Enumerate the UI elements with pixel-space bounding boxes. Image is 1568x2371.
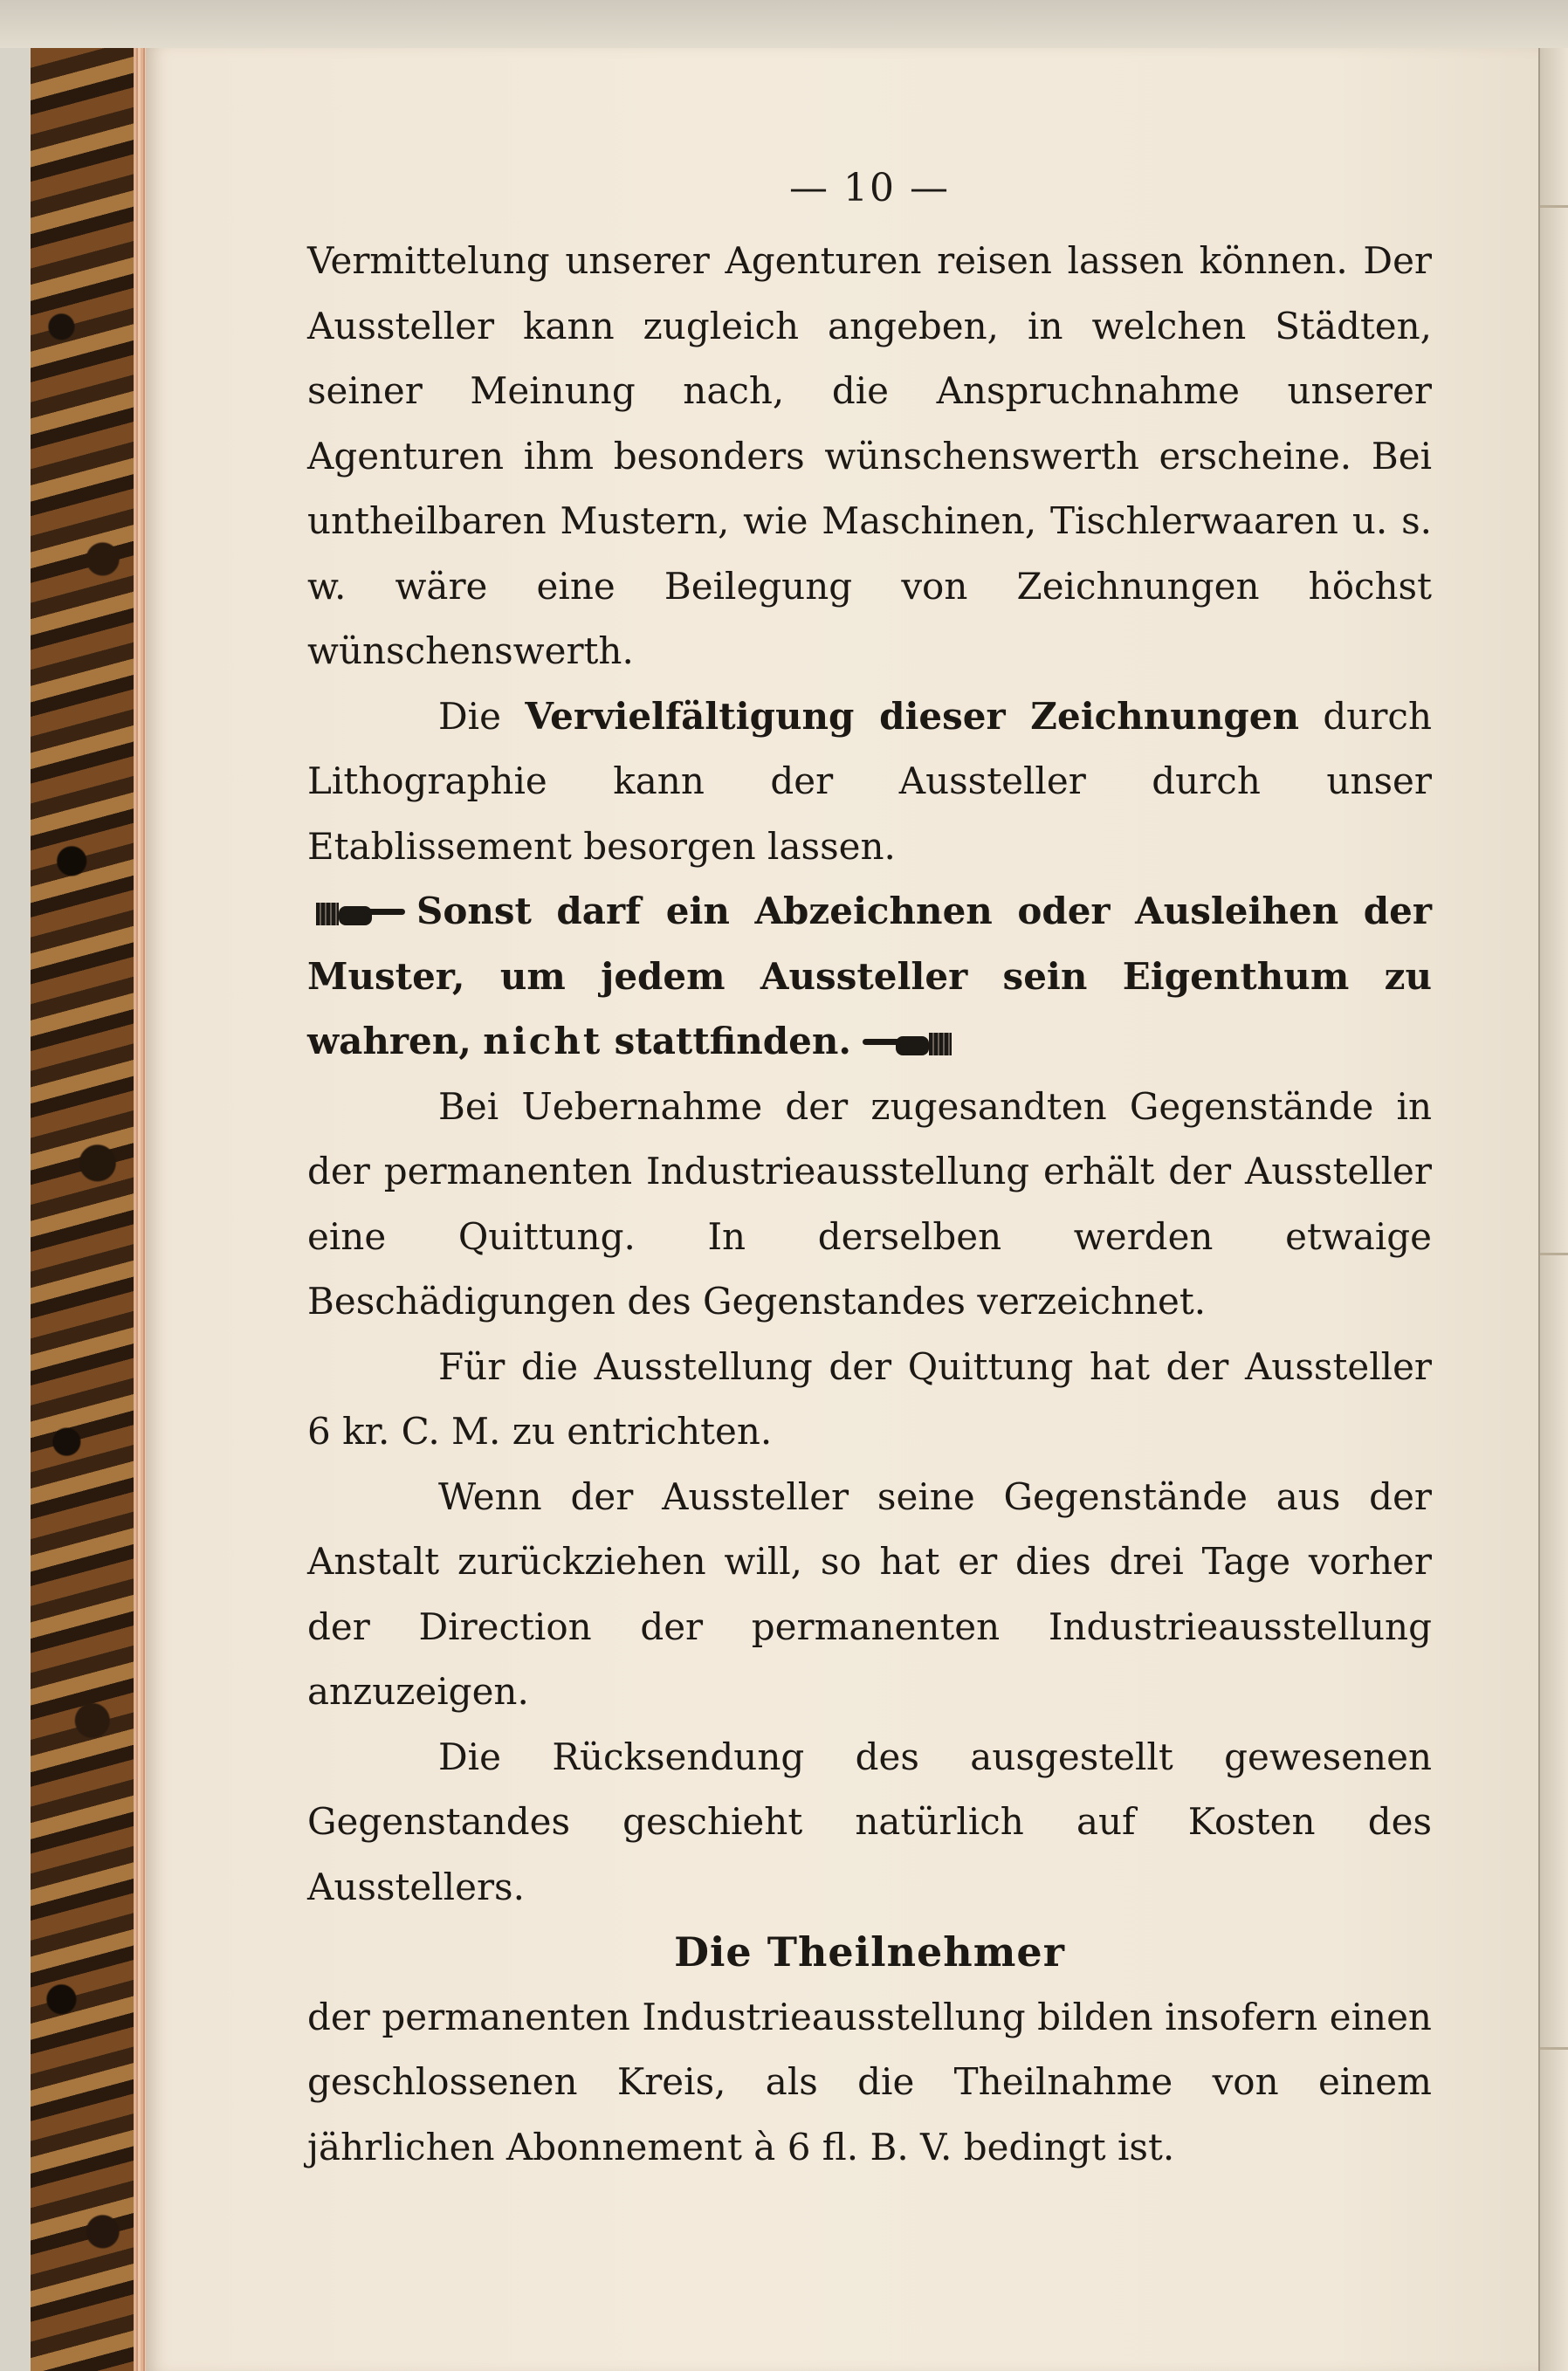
section-heading-participants: Die Theilnehmer — [674, 1928, 1065, 1976]
pointing-hand-right-icon — [316, 901, 408, 927]
scan-background-top — [0, 0, 1568, 48]
paragraph-no-copying-notice — [307, 879, 1432, 1075]
binding-thread — [1540, 1253, 1568, 1255]
bold-phrase-reproduction: Vervielfältigung dieser Zeichnungen — [525, 694, 1299, 738]
paragraph-receipt: Bei Uebernahme der zugesandten Gegenstände in der permanenten Industrieausstellung erhält der Aussteller eine Quittung. In derselben werden etwaige Beschädigungen des Gegenstandes verzeichnet. — [307, 1084, 1432, 1323]
next-page-edge — [1538, 48, 1568, 2371]
paragraph-lithography-start: Die — [438, 694, 501, 738]
bold-notice-end: stattfinden. — [614, 1020, 852, 1062]
paragraph-lithography-rest: durch Lithographie kann der Aussteller durch unser Etablissement besorgen lassen. — [307, 694, 1433, 868]
bold-notice-text: Sonst darf ein Abzeichnen oder Ausleihen der Muster, um jedem Aussteller sein Eigenthum zu wahren, — [307, 890, 1432, 1062]
paragraph-receipt-fee: Für die Ausstellung der Quittung hat der Aussteller 6 kr. C. M. zu entrichten. — [307, 1344, 1432, 1453]
page-number: — 10 — — [789, 166, 950, 210]
binding-thread — [1540, 2047, 1568, 2050]
marbled-book-binding — [31, 48, 136, 2371]
paragraph-return-shipping: Die Rücksendung des ausgestellt gewesenen Gegenstandes geschieht natürlich auf Kosten des Ausstellers. — [307, 1735, 1432, 1908]
pointing-hand-left-icon — [860, 1031, 952, 1057]
page-edges — [134, 48, 146, 2371]
paragraph-withdrawal: Wenn der Aussteller seine Gegenstände aus der Anstalt zurückziehen will, so hat er dies drei Tage vorher der Direction der permanenten Industrieausstellung anzuzeigen. — [307, 1474, 1432, 1713]
paragraph-subscription: der permanenten Industrieausstellung bilden insofern einen geschlossenen Kreis, als die Theilnahme von einem jährlichen Abonnement à 6 fl. B. V. bedingt ist. — [307, 1995, 1432, 2168]
bold-notice-nicht: nicht — [483, 1020, 603, 1062]
paragraph-agencies: Vermittelung unserer Agenturen reisen lassen können. Der Aussteller kann zugleich angeben, in welchen Städten, seiner Meinung nach, die Anspruchnahme unserer Agenturen ihm besonders wünschenswerth erscheine. Bei untheilbaren Mustern, wie Maschinen, Tischlerwaaren u. s. w. wäre eine Beilegung von Zeichnungen höchst wünschenswerth. — [307, 239, 1432, 672]
page-text-column — [307, 166, 1432, 2180]
paragraph-lithography — [307, 684, 1432, 880]
binding-thread — [1540, 205, 1568, 208]
